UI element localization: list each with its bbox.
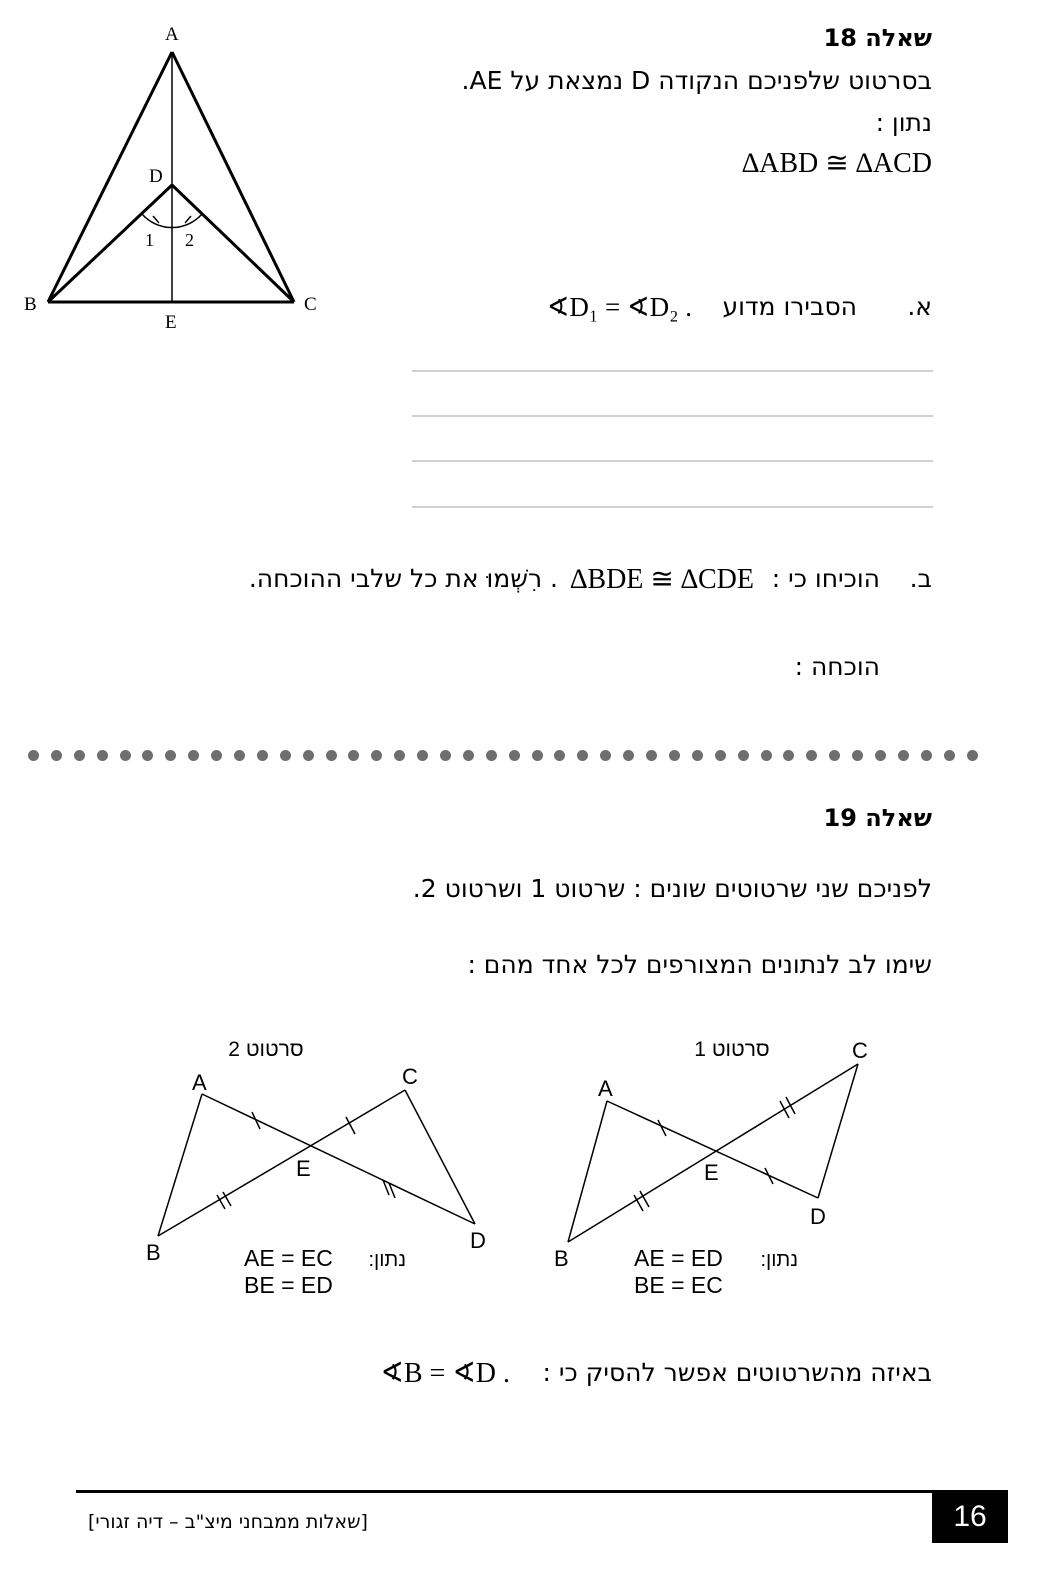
footer-rule xyxy=(76,1490,1008,1493)
separator-dot xyxy=(51,750,62,761)
q19-line1: לפניכם שני שרטוטים שונים : שרטוט 1 ושרטוט 2. xyxy=(412,874,932,903)
q18-figure xyxy=(20,20,330,340)
label-angle1: 1 xyxy=(145,230,154,250)
q18-given-label: נתון : xyxy=(875,108,932,137)
fig1-given1: AE = ED xyxy=(634,1245,723,1271)
answer-line-2[interactable] xyxy=(412,415,933,417)
q18-given-expr: ∆ABD ≅ ∆ACD xyxy=(742,148,932,179)
answer-line-3[interactable] xyxy=(412,460,933,462)
fig2-label-A: A xyxy=(192,1070,207,1095)
separator-dot xyxy=(440,750,451,761)
separator-dot xyxy=(577,750,588,761)
separator-dot xyxy=(165,750,176,761)
separator-dot xyxy=(646,750,657,761)
fig1-label-C: C xyxy=(852,1038,868,1063)
separator-dot xyxy=(257,750,268,761)
fig1-label-A: A xyxy=(598,1076,613,1101)
separator-dot xyxy=(394,750,405,761)
section-separator xyxy=(28,750,978,764)
separator-dot xyxy=(97,750,108,761)
fig2-label-D: D xyxy=(470,1228,486,1253)
label-angle2: 2 xyxy=(185,230,194,250)
separator-dot xyxy=(692,750,703,761)
q19-figure-1 xyxy=(540,1030,920,1300)
fig2-label-B: B xyxy=(146,1240,161,1265)
q19-title: שאלה 19 xyxy=(823,804,932,832)
label-B: B xyxy=(24,294,37,315)
separator-dot xyxy=(806,750,817,761)
separator-dot xyxy=(509,750,520,761)
separator-dot xyxy=(967,750,978,761)
separator-dot xyxy=(944,750,955,761)
separator-dot xyxy=(326,750,337,761)
footer-text: [שאלות ממבחני מיצ"ב – דיה זגורי] xyxy=(88,1511,368,1533)
q19-question-expr: ∢B = ∢D . xyxy=(380,1358,510,1389)
separator-dot xyxy=(554,750,565,761)
label-E: E xyxy=(165,312,177,333)
separator-dot xyxy=(623,750,634,761)
separator-dot xyxy=(417,750,428,761)
q18-b-expr: ∆BDE ≅ ∆CDE xyxy=(570,564,754,595)
arc-tick-left xyxy=(153,216,159,223)
q18-proof-label: הוכחה : xyxy=(794,652,880,681)
q18-b-text: הוכיחו כי : xyxy=(771,564,880,593)
label-C: C xyxy=(304,294,317,315)
separator-dot xyxy=(715,750,726,761)
q19-line2: שימו לב לנתונים המצורפים לכל אחד מהם : xyxy=(467,950,932,979)
separator-dot xyxy=(921,750,932,761)
label-D: D xyxy=(149,166,163,187)
q18-line1: בסרטוט שלפניכם הנקודה D נמצאת על AE. xyxy=(461,66,932,95)
separator-dot xyxy=(783,750,794,761)
fig1-label-D: D xyxy=(810,1204,826,1229)
separator-dot xyxy=(28,750,39,761)
fig1-given2: BE = EC xyxy=(634,1272,723,1298)
separator-dot xyxy=(532,750,543,761)
separator-dot xyxy=(669,750,680,761)
segment-BC xyxy=(158,1090,405,1236)
separator-dot xyxy=(875,750,886,761)
q18-b-tail: . רִשְׁמוּ את כל שלבי ההוכחה. xyxy=(248,564,558,593)
separator-dot xyxy=(738,750,749,761)
q18-a-marker: א. xyxy=(907,292,932,321)
fig2-label-E: E xyxy=(296,1156,311,1181)
arc-tick-right xyxy=(185,216,191,223)
separator-dot xyxy=(120,750,131,761)
q18-b-marker: ב. xyxy=(909,564,932,593)
fig2-caption: סרטוט 2 xyxy=(228,1038,304,1061)
fig1-given-label: נתון: xyxy=(760,1249,798,1271)
separator-dot xyxy=(211,750,222,761)
label-A: A xyxy=(165,24,179,45)
fig2-given2: BE = ED xyxy=(244,1272,333,1298)
fig1-label-E: E xyxy=(704,1160,719,1185)
q18-a-expr: ∢D₁ = ∢D₂ . xyxy=(546,292,692,322)
fig1-label-B: B xyxy=(554,1246,569,1271)
page-number: 16 xyxy=(932,1491,1008,1543)
separator-dot xyxy=(74,750,85,761)
separator-dot xyxy=(188,750,199,761)
separator-dot xyxy=(463,750,474,761)
tick-EC-1 xyxy=(780,1101,789,1118)
fig2-given-label: נתון: xyxy=(368,1249,406,1271)
fig2-given1: AE = EC xyxy=(244,1245,333,1271)
q18-title: שאלה 18 xyxy=(823,24,932,52)
segment-CD xyxy=(405,1090,475,1224)
separator-dot xyxy=(486,750,497,761)
separator-dot xyxy=(852,750,863,761)
separator-dot xyxy=(761,750,772,761)
fig1-caption: סרטוט 1 xyxy=(694,1038,770,1061)
separator-dot xyxy=(348,750,359,761)
separator-dot xyxy=(234,750,245,761)
q19-figure-2 xyxy=(130,1030,510,1300)
segment-AD xyxy=(202,1094,475,1224)
fig2-label-C: C xyxy=(402,1064,418,1089)
q19-question-text: באיזה מהשרטוטים אפשר להסיק כי : xyxy=(542,1358,932,1387)
separator-dot xyxy=(829,750,840,761)
separator-dot xyxy=(303,750,314,761)
answer-line-4[interactable] xyxy=(412,506,933,508)
side-AC xyxy=(172,52,294,302)
answer-line-1[interactable] xyxy=(412,370,933,372)
separator-dot xyxy=(600,750,611,761)
q18-a-text: הסבירו מדוע xyxy=(722,292,857,321)
separator-dot xyxy=(898,750,909,761)
tick-EC-2 xyxy=(786,1097,795,1114)
separator-dot xyxy=(371,750,382,761)
separator-dot xyxy=(280,750,291,761)
separator-dot xyxy=(142,750,153,761)
